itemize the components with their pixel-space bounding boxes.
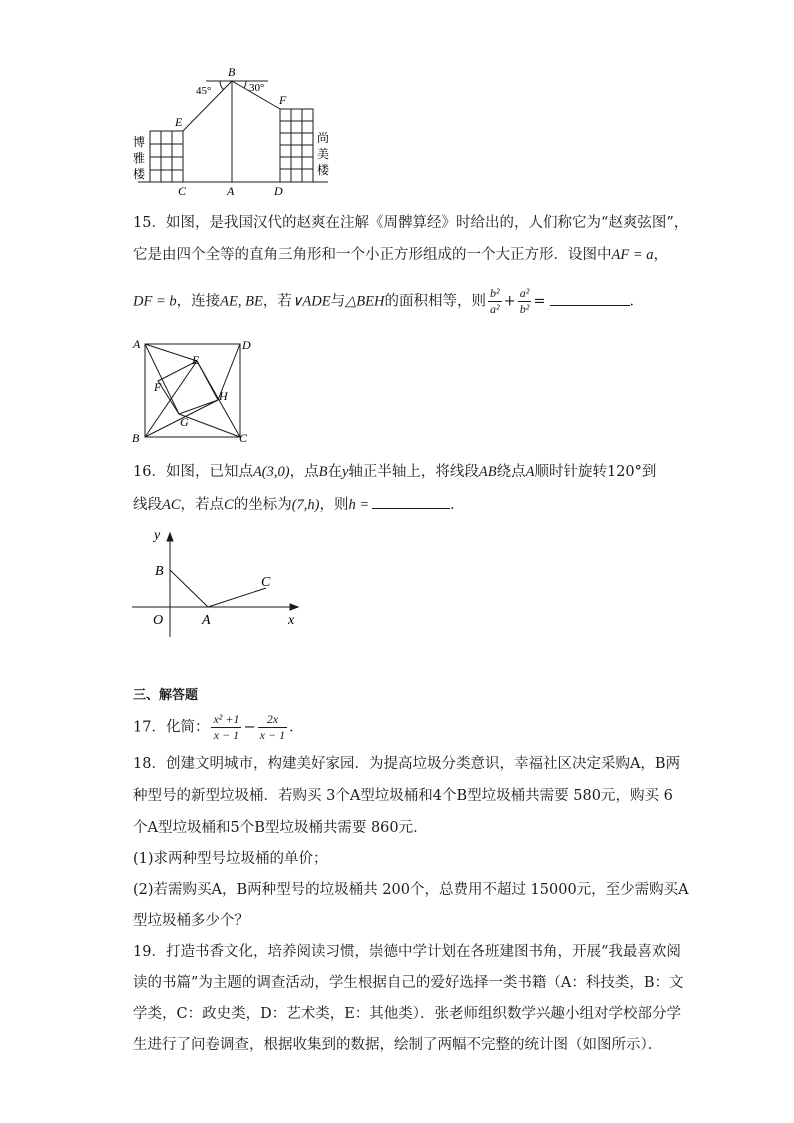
q17-minus: − — [243, 719, 256, 736]
inner-square — [158, 361, 218, 414]
q16-var-ab: AB — [478, 464, 497, 480]
q17-frac2-num: 2x — [258, 712, 287, 728]
building-angle-figure — [128, 64, 338, 199]
q15-text-connect: ，连接 — [176, 293, 221, 310]
q18-line2: 种型号的新型垃圾桶．若购买 3个A型垃圾桶和4个B型垃圾桶共需要 580元，购买 6 — [133, 788, 673, 804]
q16-answer-blank[interactable] — [372, 494, 450, 509]
left-building-char-1: 博 — [133, 135, 146, 149]
q15-line3 — [133, 286, 644, 317]
q15-frac2-num: a² — [519, 286, 530, 300]
coordinate-figure — [128, 522, 308, 642]
q15-period: ． — [629, 293, 644, 310]
q17-frac2-den: x − 1 — [259, 728, 286, 742]
zs-label-A: A — [133, 337, 141, 351]
q17-fraction-2 — [258, 712, 287, 743]
angle-arc-left — [220, 81, 224, 90]
q16-var-a: A — [525, 464, 535, 480]
q16-line1 — [133, 462, 656, 482]
label-A: A — [227, 184, 235, 198]
q16-line2 — [133, 494, 465, 515]
segment-AC — [208, 588, 266, 607]
zs-label-F: F — [154, 380, 162, 394]
q15-line2-end: ， — [653, 247, 668, 263]
q15-text-area: 的面积相等，则 — [384, 293, 486, 310]
y-axis-arrow — [167, 533, 173, 541]
q16-period: ． — [450, 497, 465, 513]
q15-var-ade: ∨ADE — [291, 293, 331, 310]
q19-line3: 学类，C：政史类，D：艺术类，E：其他类）．张老师组织数学兴趣小组对学校部分学 — [133, 1006, 682, 1022]
point-label-A: A — [202, 613, 211, 628]
q15-var-ae-be: AE, BE — [220, 293, 263, 310]
q18-sub2-line2: 型垃圾桶多少个？ — [133, 913, 249, 929]
zs-label-E: E — [192, 353, 200, 367]
zhao-shuang-diagram — [128, 334, 258, 449]
q16-text-6: 顺时针旋转120°到 — [534, 464, 657, 480]
q16-text-2: ，点 — [289, 464, 319, 480]
q16-var-ac: AC — [162, 497, 181, 513]
q17-frac1-den: x − 1 — [213, 728, 240, 742]
q15-answer-blank[interactable] — [550, 291, 630, 306]
right-building-char-2: 美 — [317, 147, 330, 161]
q15-equals: = — [533, 293, 546, 310]
zs-label-G: G — [180, 415, 189, 429]
point-label-B: B — [155, 564, 164, 579]
q15-plus: + — [503, 293, 516, 310]
label-angle-45: 45° — [196, 85, 212, 97]
point-label-O: O — [153, 613, 164, 628]
label-E: E — [175, 115, 183, 129]
point-label-C: C — [261, 575, 271, 590]
q15-frac2-den: b² — [519, 302, 530, 316]
q15-text-and: 与 — [330, 293, 346, 310]
label-angle-30: 30° — [249, 82, 265, 94]
label-C: C — [178, 184, 187, 198]
axis-label-x: x — [288, 613, 295, 628]
q15-fraction-2 — [518, 286, 532, 317]
q17-frac1-num: x² +1 — [213, 712, 240, 726]
q16-var-h: h = — [348, 497, 370, 513]
q16-var-y: y — [341, 464, 349, 480]
right-building-char-1: 尚 — [317, 131, 330, 145]
right-building — [280, 109, 313, 182]
q19-line1: 19．打造书香文化，培养阅读习惯，崇德中学计划在各班建图书角，开展“我最喜欢阅 — [133, 944, 681, 960]
q18-line1: 18．创建文明城市，构建美好家园．为提高垃圾分类意识，幸福社区决定采购A，B两 — [133, 756, 681, 772]
q16-text-9: 的坐标为 — [233, 497, 292, 513]
label-B: B — [228, 65, 236, 79]
q16-text-7: 线段 — [133, 497, 162, 513]
q15-fraction-1 — [488, 286, 502, 317]
q17-line — [133, 712, 304, 743]
q15-text-if: ，若 — [262, 293, 292, 310]
q15-var-df: DF = b — [133, 293, 177, 310]
q17-label: 17．化简： — [133, 719, 210, 736]
q15-line2 — [133, 245, 668, 265]
zs-label-C: C — [239, 431, 248, 445]
q18-sub1: (1)求两种型号垃圾桶的单价； — [133, 851, 328, 867]
q16-text-4: 轴正半轴上，将线段 — [348, 464, 479, 480]
q18-sub2-line1: (2)若需购买A，B两种型号的垃圾桶共 200个，总费用不超过 15000元，至少需购买A — [133, 882, 689, 898]
angle-arc-right — [244, 81, 246, 88]
q17-fraction-1 — [211, 712, 241, 743]
right-building-char-3: 楼 — [317, 163, 330, 177]
q18-line3: 个A型垃圾桶和5个B型垃圾桶共需要 860元． — [133, 820, 428, 836]
label-F: F — [279, 93, 287, 107]
zs-label-B: B — [132, 431, 140, 445]
q16-point-a: A(3,0) — [252, 464, 290, 480]
axis-label-y: y — [154, 528, 161, 543]
left-building-char-2: 雅 — [133, 151, 146, 165]
q16-text-10: ，则 — [319, 497, 349, 513]
q15-line1: 15．如图，是我国汉代的赵爽在注解《周髀算经》时给出的，人们称它为“赵爽弦图”， — [133, 215, 689, 231]
q19-line4: 生进行了问卷调查，根据收集到的数据，绘制了两幅不完整的统计图（如图所示）． — [133, 1037, 663, 1053]
q15-frac1-den: a² — [489, 302, 500, 316]
left-building — [150, 131, 183, 182]
q15-var-af: AF = a — [611, 247, 654, 263]
q15-frac1-num: b² — [489, 286, 500, 300]
q15-line2-text: 它是由四个全等的直角三角形和一个小正方形组成的一个大正方形．设图中 — [133, 247, 612, 263]
q17-end: ． — [289, 719, 304, 736]
x-axis-arrow — [290, 604, 298, 610]
q16-var-b: B — [318, 464, 328, 480]
q15-var-beh: △BEH — [345, 293, 385, 310]
q16-var-c: C — [224, 497, 234, 513]
segment-BA — [170, 570, 208, 607]
q16-text-8: ，若点 — [180, 497, 225, 513]
label-D: D — [274, 184, 283, 198]
q16-text-1: 16．如图，已知点 — [133, 464, 253, 480]
q19-line2: 读的书篇”为主题的调查活动，学生根据自己的爱好选择一类书籍（A：科技类，B：文 — [133, 975, 684, 991]
section-heading-answers: 三、解答题 — [133, 688, 199, 703]
left-building-char-3: 楼 — [133, 167, 146, 181]
q16-text-5: 绕点 — [496, 464, 526, 480]
q16-text-3: 在 — [327, 464, 342, 480]
zs-label-H: H — [219, 389, 228, 403]
zs-label-D: D — [242, 338, 251, 352]
q16-coord-c: (7,h) — [291, 497, 320, 513]
